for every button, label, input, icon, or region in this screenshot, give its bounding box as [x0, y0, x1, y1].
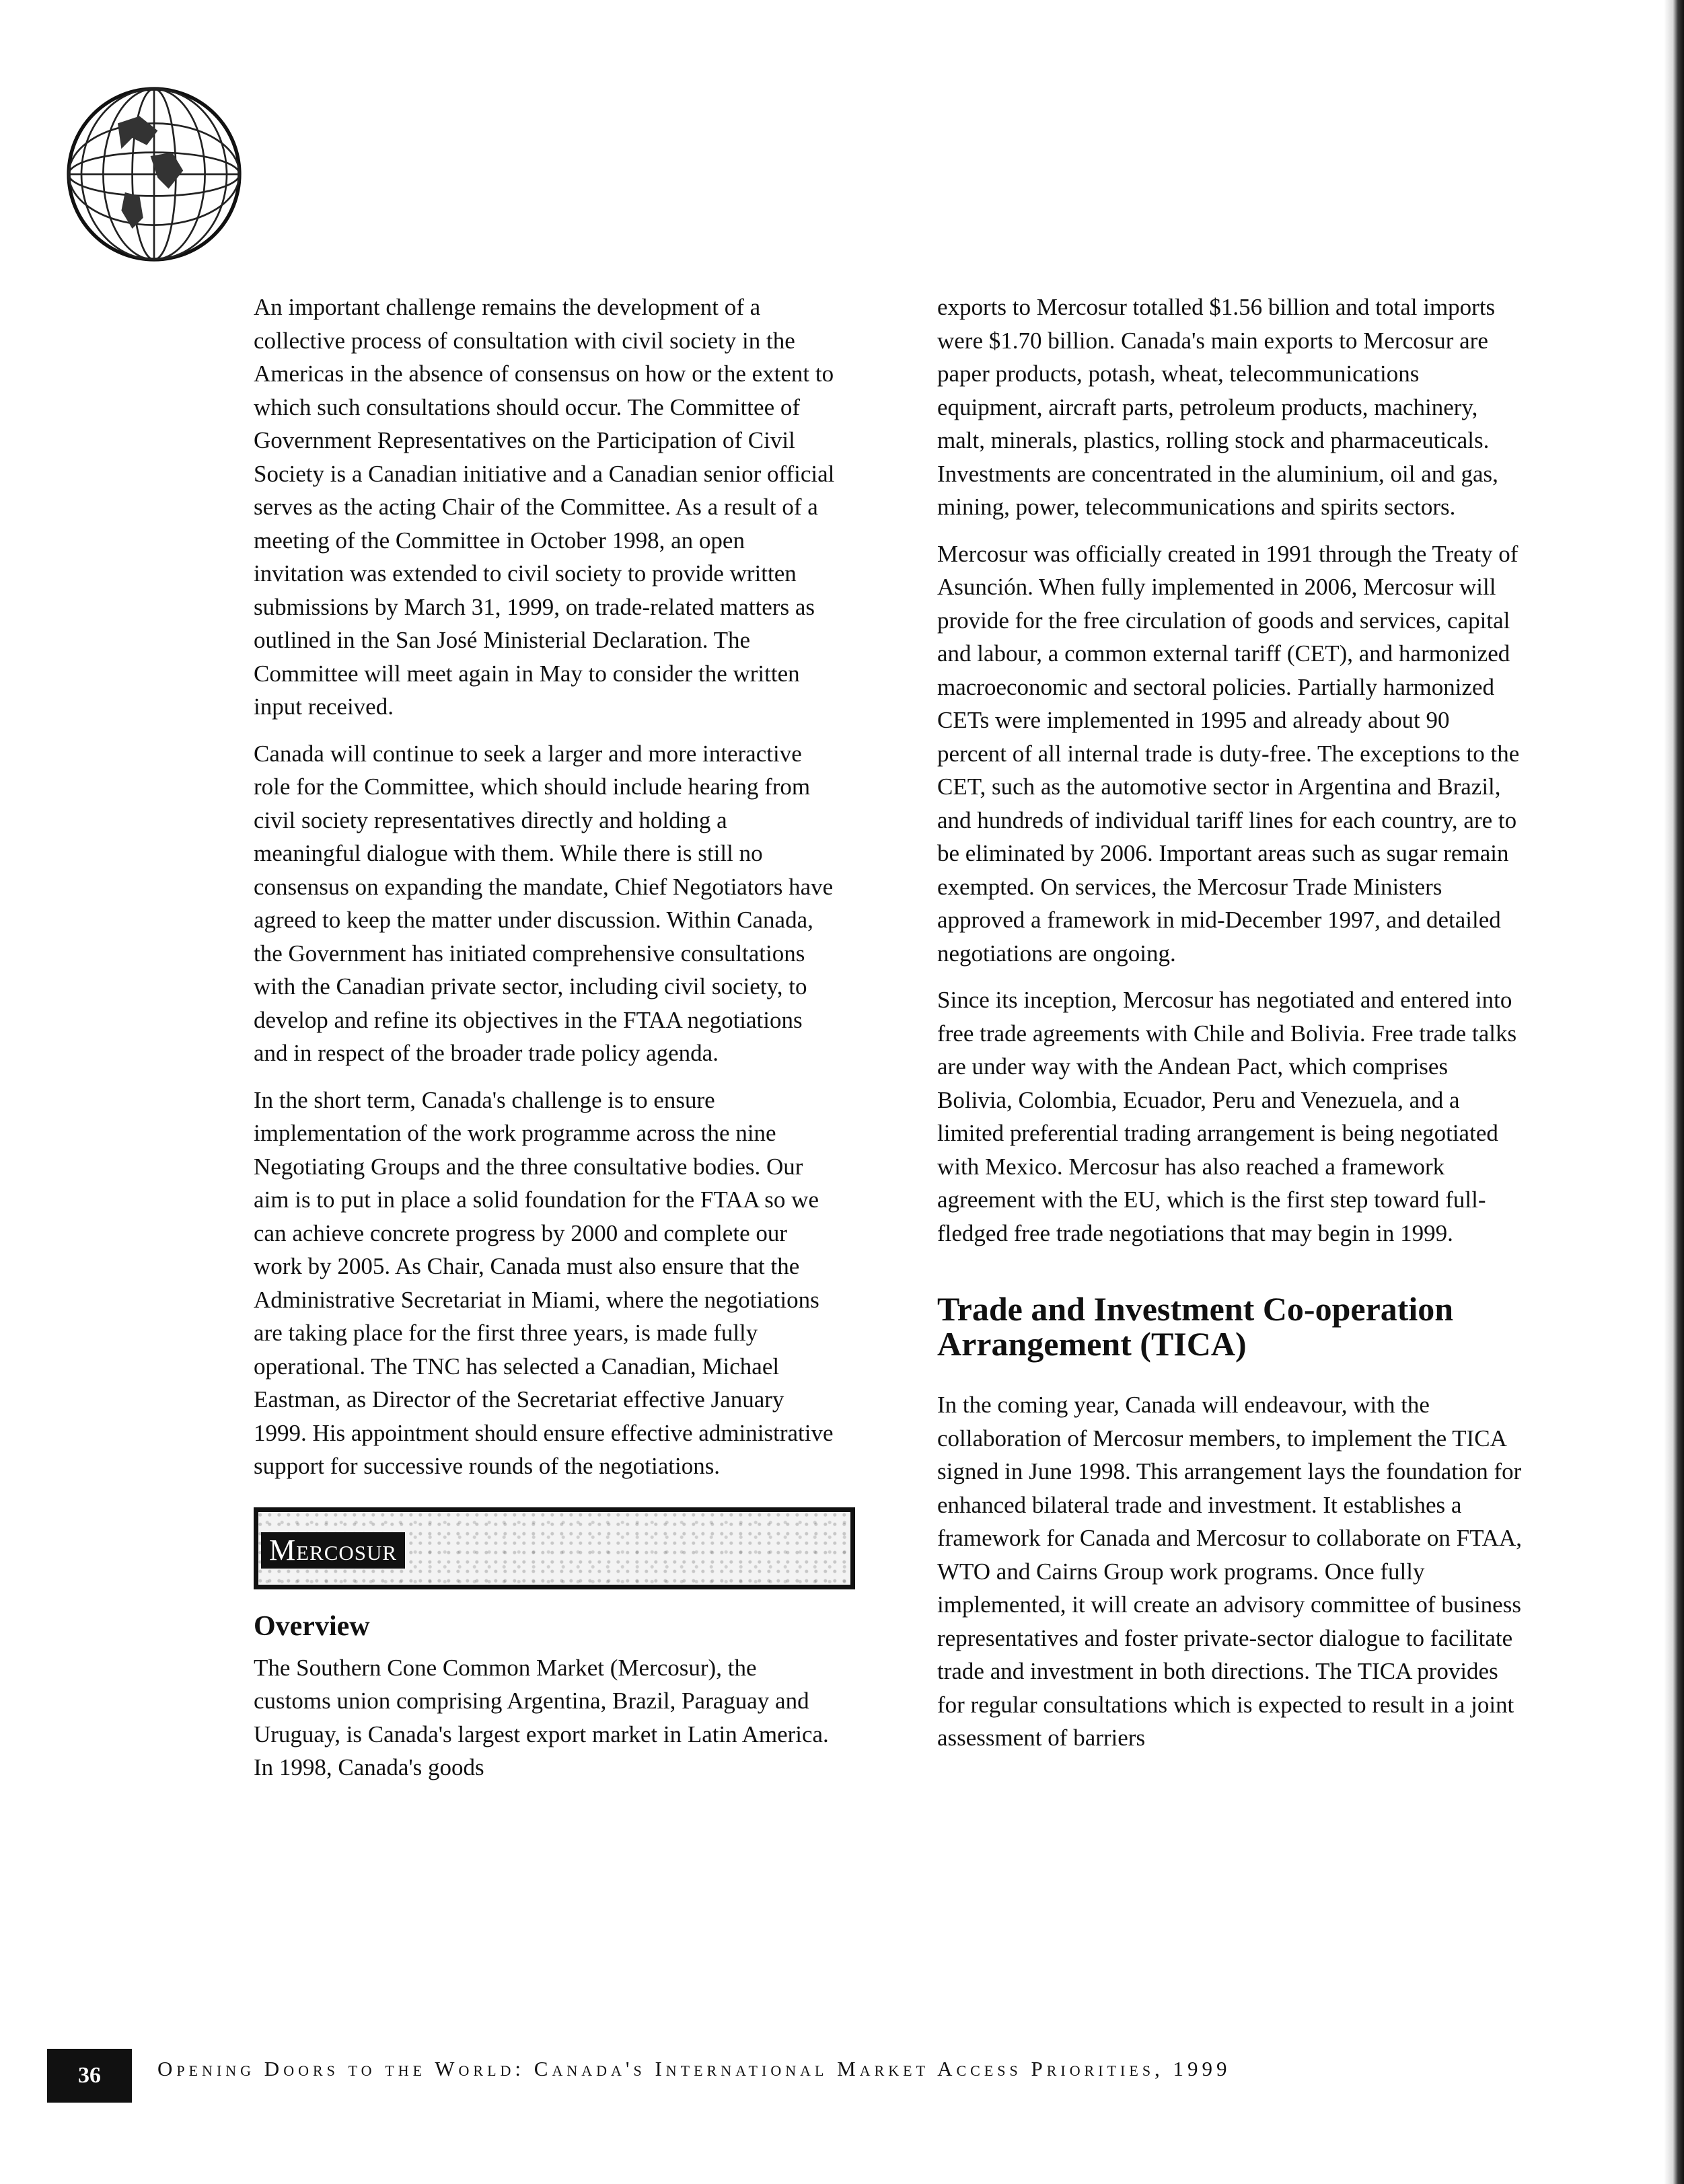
- paragraph: Canada will continue to seek a larger and more interactive role for the Committee, which should include hearing from civil society representatives directly and holding a meaningful dialogue with them. While there is still no consensus on expanding the mandate, Chief Negotiators have agreed to keep the matter under discussion. Within Canada, the Government has initiated comprehensive consultations with the Canadian private sector, including civil society, to develop and refine its objectives in the FTAA negotiations and in respect of the broader trade policy agenda.: [254, 740, 834, 1066]
- banner-label: Mercosur: [261, 1532, 405, 1569]
- section-banner: [254, 1507, 855, 1589]
- section-heading: Trade and Investment Co-operation Arrangement (TICA): [937, 1290, 1454, 1363]
- globe-icon: [63, 83, 245, 265]
- page-edge-shadow: [1664, 0, 1684, 2184]
- paragraph: exports to Mercosur totalled $1.56 billion and total imports were $1.70 billion. Canada's main exports to Mercosur are paper products, potash, wheat, telecommunications equipment, aircraft parts, petroleum products, machinery, malt, minerals, plastics, rolling stock and pharmaceuticals. Investments are concentrated in the aluminium, oil and gas, mining, power, telecommunications and spirits sectors.: [937, 294, 1498, 520]
- running-title: Opening Doors to the World: Canada's International Market Access Priorities, 1999: [157, 2057, 1231, 2080]
- subheading: Overview: [254, 1610, 370, 1642]
- paragraph: The Southern Cone Common Market (Mercosur), the customs union comprising Argentina, Brazil, Paraguay and Uruguay, is Canada's largest export market in Latin America. In 1998, Canada's goods: [254, 1654, 829, 1780]
- left-column: [254, 291, 839, 1798]
- paragraph: Since its inception, Mercosur has negotiated and entered into free trade agreements with Chile and Bolivia. Free trade talks are under way with the Andean Pact, which comprises Bolivia, Colombia, Ecuador, Peru and Venezuela, and a limited preferential trading arrangement is being negotiated with Mexico. Mercosur has also reached a framework agreement with the EU, which is the first step toward full-fledged free trade negotiations that may begin in 1999.: [937, 987, 1517, 1246]
- paragraph: In the coming year, Canada will endeavour, with the collaboration of Mercosur members, to implement the TICA signed in June 1998. This arrangement lays the foundation for enhanced bilateral trade and investment. It establishes a framework for Canada and Mercosur to collaborate on FTAA, WTO and Cairns Group work programs. Once fully implemented, it will create an advisory committee of business representatives and foster private-sector dialogue to facilitate trade and investment in both directions. The TICA provides for regular consultations which is expected to result in a joint assessment of barriers: [937, 1392, 1522, 1751]
- page-number: 36: [47, 2049, 132, 2103]
- paragraph: In the short term, Canada's challenge is to ensure implementation of the work programme across the nine Negotiating Groups and the three consultative bodies. Our aim is to put in place a solid foundation for the FTAA so we can achieve concrete progress by 2000 and complete our work by 2005. As Chair, Canada must also ensure that the Administrative Secretariat in Miami, where the negotiations are taking place for the first three years, is made fully operational. The TNC has selected a Canadian, Michael Eastman, as Director of the Secretariat effective January 1999. His appointment should ensure effective administrative support for successive rounds of the negotiations.: [254, 1086, 834, 1479]
- paragraph: Mercosur was officially created in 1991 through the Treaty of Asunción. When fully implemented in 2006, Mercosur will provide for the free circulation of goods and services, capital and labour, a common external tariff (CET), and harmonized macroeconomic and sectoral policies. Partially harmonized CETs were implemented in 1995 and already about 90 percent of all internal trade is duty-free. The exceptions to the CET, such as the automotive sector in Argentina and Brazil, and hundreds of individual tariff lines for each country, are to be eliminated by 2006. Important areas such as sugar remain exempted. On services, the Mercosur Trade Ministers approved a framework in mid-December 1997, and detailed negotiations are ongoing.: [937, 540, 1520, 967]
- paragraph: An important challenge remains the development of a collective process of consultation with civil society in the Americas in the absence of consensus on how or the extent to which such consultations should occur. The Committee of Government Representatives on the Participation of Civil Society is a Canadian initiative and a Canadian senior official serves as the acting Chair of the Committee. As a result of a meeting of the Committee in October 1998, an open invitation was extended to civil society to provide written submissions by March 31, 1999, on trade-related matters as outlined in the San José Ministerial Declaration. The Committee will meet again in May to consider the written input received.: [254, 294, 835, 720]
- right-column: [937, 291, 1523, 1768]
